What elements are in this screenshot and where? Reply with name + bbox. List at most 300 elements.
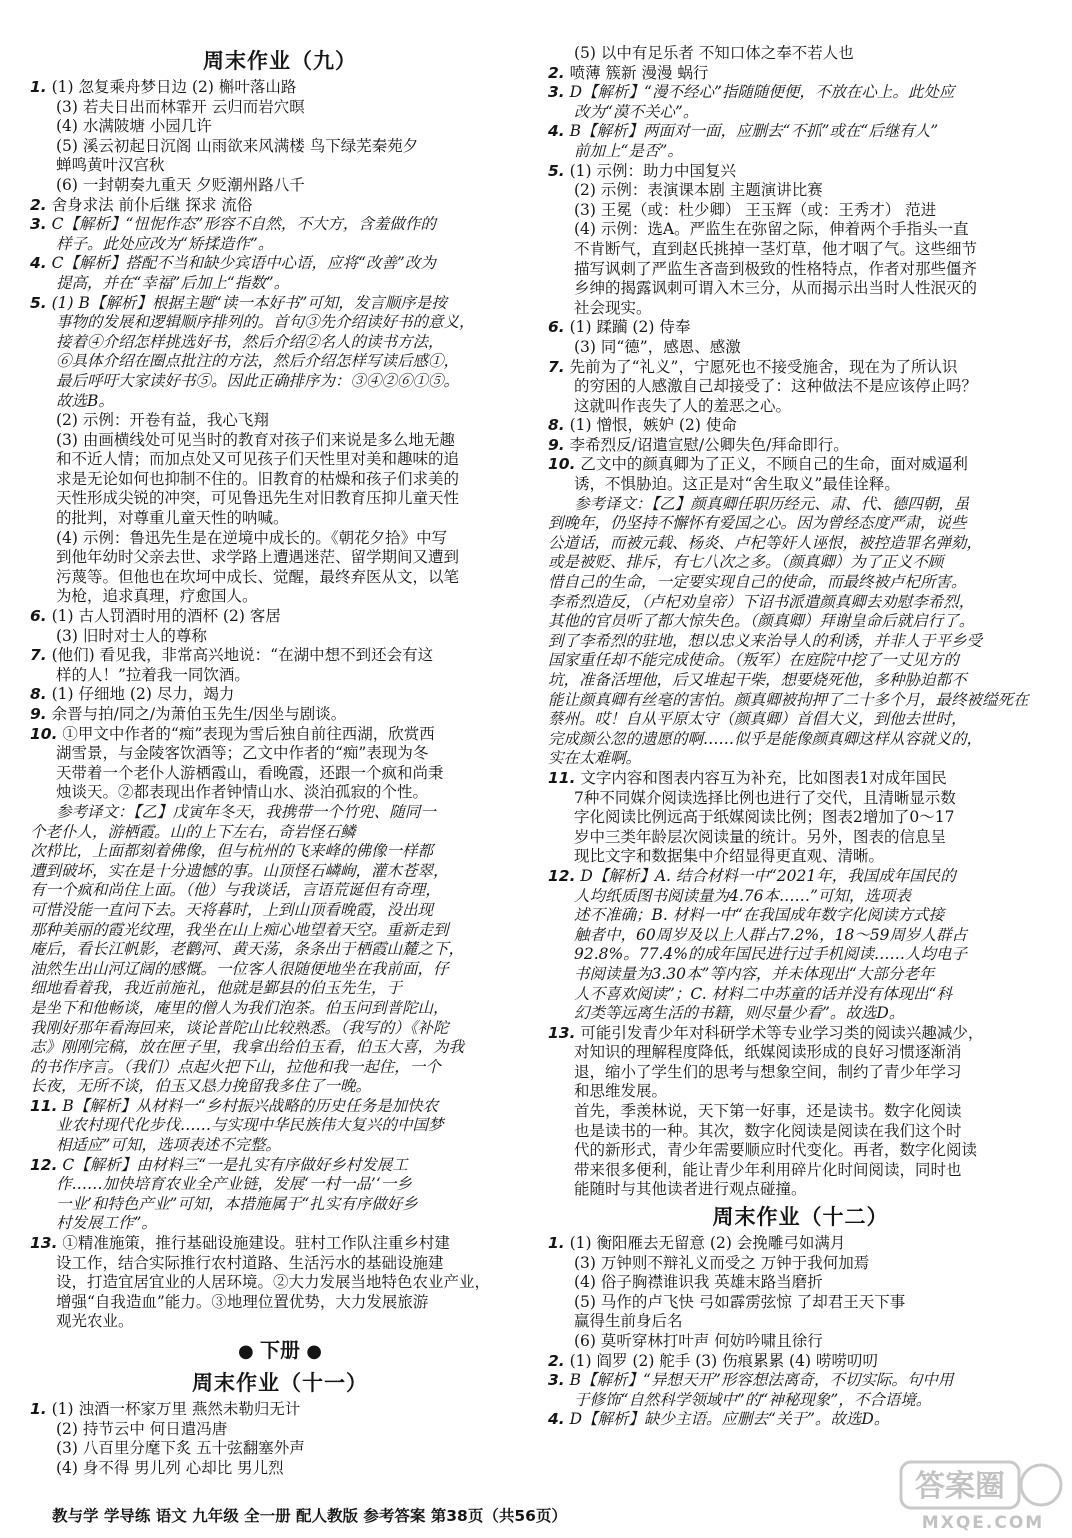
- question-number: 2.: [548, 1351, 565, 1370]
- answer-line: [548, 122, 1053, 142]
- section-title: 周末作业（九）: [203, 49, 357, 73]
- answer-line: [548, 44, 1053, 64]
- answer-line: [548, 769, 1053, 789]
- answer-text: 那种美丽的霞光纹理，我坐在山上痴心地望着天空。重新走到: [30, 920, 449, 939]
- answer-line: [548, 279, 1053, 299]
- answer-text: 烛谈天。②都表现出作者钟情山水、淡泊孤寂的个性。: [56, 783, 429, 802]
- answer-text: 可惜没能一直问下去。天将暮时，上到山顶看晚霞，没出现: [30, 900, 434, 919]
- answer-line: [30, 921, 530, 941]
- answer-text: B【解析】“异想天开”形容想法离奇，不切实际。句中用: [569, 1371, 954, 1390]
- answer-text: 样的人！”拉着我一同饮酒。: [56, 665, 250, 684]
- answer-line: [30, 215, 530, 235]
- answer-text: 舍身求法 前仆后继 探求 流俗: [51, 195, 253, 214]
- answer-line: [548, 220, 1053, 240]
- question-number: 9.: [30, 705, 47, 723]
- answer-text: 样子。此处应改为“矫揉造作”。: [56, 234, 274, 253]
- answer-line: [548, 1371, 1053, 1391]
- answer-text: (3) 同“德”，感恩、感激: [574, 337, 741, 356]
- question-number: 13.: [548, 1023, 576, 1042]
- question-number: 2.: [30, 195, 47, 214]
- answer-line: [30, 587, 530, 607]
- answer-text: (2) 示例：表演课本剧 主题演讲比赛: [574, 181, 823, 200]
- question-number: 8.: [548, 416, 565, 435]
- answer-line: [548, 1180, 1053, 1200]
- answer-line: [548, 553, 1053, 573]
- question-number: 3.: [30, 215, 47, 234]
- answer-line: [30, 764, 530, 784]
- answer-text: (1) 阎罗 (2) 舵手 (3) 伤痕累累 (4) 唠唠叨叨: [569, 1351, 878, 1370]
- answer-text: 首先，季羡林说，天下第一好事，还是读书。数字化阅读: [574, 1102, 962, 1121]
- answer-text: 个老仆人，游栖霞。山的上下左右，奇岩怪石鳞: [30, 822, 356, 841]
- answer-text: C【解析】由材料三“一是扎实有序做好乡村发展工: [62, 1155, 408, 1174]
- answer-line: [30, 1293, 530, 1313]
- answer-text: 故选B。: [56, 391, 114, 410]
- bullet-icon: ●: [238, 1341, 260, 1362]
- answer-line: [548, 1391, 1053, 1411]
- answer-text: D【解析】缺少主语。应删去“关于”。故选D。: [569, 1410, 890, 1429]
- answer-line: [30, 862, 530, 882]
- answer-text: 我刚好那年看海回来，谈论普陀山比较熟悉。（我写的）《补陀: [30, 1018, 449, 1037]
- answer-line: [548, 64, 1053, 84]
- answer-text: 最后呼吁大家读好书⑤。因此正确排序为：③④②⑥①⑤。: [56, 371, 460, 390]
- answer-line: [30, 1234, 530, 1254]
- question-number: 3.: [548, 1371, 565, 1390]
- answer-text: 长夜，无所不谈，伯玉又恳力挽留我多住了一晚。: [30, 1077, 372, 1096]
- answer-text: 遭到破坏，实在是十分遗憾的事。山顶怪石嶙峋，灌木苍翠，: [30, 861, 449, 880]
- answer-text: 7种不同媒介阅读选择比例也进行了交代，且清晰显示数: [574, 788, 956, 807]
- page-footer: 教与学 学导练 语文 九年级 全一册 配人教版 参考答案 第38页（共56页）: [52, 1507, 567, 1525]
- answer-line: [30, 1312, 530, 1332]
- answer-text: (2) 持节云中 何日遣冯唐: [56, 1419, 228, 1438]
- answer-text: 文字内容和图表内容互为补充，比如图表1对成年国民: [580, 768, 947, 787]
- answer-line: [30, 705, 530, 725]
- question-number: 7.: [548, 357, 565, 376]
- question-number: 3.: [548, 83, 565, 102]
- answer-text: 改为“漠不关心”。: [574, 102, 699, 121]
- answer-line: [548, 593, 1053, 613]
- answer-text: 或是被贬、排斥，有七八次之多。（颜真卿）为了正义不顾: [548, 553, 944, 572]
- question-number: 11.: [30, 1096, 58, 1115]
- answer-line: [548, 1082, 1053, 1102]
- answer-text: 提高，并在“幸福”后加上“指数”。: [56, 273, 290, 292]
- answer-line: [548, 1161, 1053, 1181]
- answer-line: [30, 1459, 530, 1479]
- answer-text: 实在太难啊。: [548, 749, 642, 768]
- answer-text: 观光农业。: [56, 1312, 134, 1331]
- answer-line: [548, 162, 1053, 182]
- answer-line: [30, 881, 530, 901]
- answer-text: 设工作，结合实际推行农村道路、生活污水的基础设施建: [56, 1253, 444, 1272]
- answer-line: [548, 495, 1053, 515]
- answer-text: 天性形成尖锐的冲突，可见鲁迅先生对旧教育压抑儿童天性: [56, 489, 460, 508]
- answer-text: 和思维发展。: [574, 1082, 668, 1101]
- answer-line: [30, 196, 530, 216]
- answer-line: [30, 1019, 530, 1039]
- answer-text: (1) 浊酒一杯家万里 燕然未勒归无计: [51, 1400, 301, 1418]
- answer-text: 幻类等远离生活的书籍，则尽量少看”。故选D。: [574, 1004, 905, 1023]
- answer-line: [548, 926, 1053, 946]
- answer-line: [30, 489, 530, 509]
- answer-text: (6) 莫听穿林打叶声 何妨吟啸且徐行: [574, 1332, 823, 1350]
- answer-text: (1) 衡阳雁去无留意 (2) 会挽雕弓如满月: [569, 1234, 846, 1253]
- answer-line: [30, 98, 530, 118]
- question-number: 5.: [30, 293, 47, 312]
- watermark-subtext: MXQE.COM: [921, 1513, 1045, 1533]
- answer-line: [548, 181, 1053, 201]
- answer-text: 次栉比，上面都刻着佛像，但与杭州的飞来峰的佛像一样都: [30, 842, 434, 861]
- answer-text: 的穷困的人感激自己却接受了：这种做法不是应该停止吗？: [574, 377, 978, 396]
- answer-text: ⑥具体介绍在圈点批注的方法，然后介绍怎样写读后感①，: [56, 352, 460, 371]
- answer-text: 接着④介绍怎样挑选好书，然后介绍②名人的读书方法，: [56, 332, 444, 351]
- answer-text: (4) 示例：鲁迅先生是在逆境中成长的。《朝花夕拾》中写: [56, 528, 448, 547]
- answer-text: 细地看着我，我近前施礼，他就是鄞县的伯玉先生，于: [30, 979, 403, 998]
- volume-heading: [30, 1336, 530, 1366]
- answer-text: 可能引发青少年对科研学术等专业学习类的阅读兴趣减少，: [580, 1023, 984, 1042]
- answer-text: 赢得生前身后名: [574, 1312, 683, 1331]
- answer-line: [30, 842, 530, 862]
- question-number: 13.: [30, 1234, 58, 1253]
- answer-text: 于修饰“自然科学领域中”的“神秘现象”，不合语境。: [574, 1390, 932, 1409]
- answer-text: (他们) 看见我，非常高兴地说：“在湖中想不到还会有这: [51, 646, 434, 665]
- answer-line: [548, 358, 1053, 378]
- answer-line: [30, 823, 530, 843]
- answer-text: 李希烈造反，（卢杞劝皇帝）下诏书派遣颜真卿去劝慰李希烈，: [548, 592, 975, 611]
- answer-text: 相适应”可知，选项表述不完整。: [56, 1136, 281, 1155]
- answer-text: 事物的发展和逻辑顺序排列的。首句③先介绍读好书的意义，: [56, 313, 475, 332]
- answer-line: [548, 455, 1053, 475]
- answer-text: (1) 忽复乘舟梦日边 (2) 槲叶落山路: [51, 78, 297, 96]
- answer-line: [30, 372, 530, 392]
- answer-line: [30, 313, 530, 333]
- answer-text: (5) 以中有足乐者 不知口体之奉不若人也: [574, 44, 854, 62]
- answer-line: [548, 828, 1053, 848]
- answer-text: 是坐下和他畅谈，庵里的僧人为我们泡茶。伯玉问到普陀山，: [30, 998, 449, 1017]
- answer-line: [548, 612, 1053, 632]
- answer-text: 蔡州。哎！自从平原太守（颜真卿）首倡大义，到他去世时，: [548, 710, 967, 729]
- answer-line: [548, 475, 1053, 495]
- answer-line: [30, 607, 530, 627]
- watermark-icon: [895, 1458, 1065, 1534]
- answer-line: [30, 685, 530, 705]
- answer-line: [30, 1254, 530, 1274]
- answer-text: 公道话，而被元载、杨炎、卢杞等奸人诬恨，被控造罪名弹劾，: [548, 533, 983, 552]
- answer-line: [548, 671, 1053, 691]
- answer-line: [548, 1122, 1053, 1142]
- answer-text: 业农村现代化步伐……与实现中华民族伟大复兴的中国梦: [56, 1116, 444, 1135]
- watermark-text: 答案圈: [915, 1469, 1005, 1504]
- question-number: 11.: [548, 768, 576, 787]
- answer-line: [548, 83, 1053, 103]
- answer-line: [548, 1141, 1053, 1161]
- answer-line: [548, 299, 1053, 319]
- question-number: 6.: [30, 607, 47, 626]
- answer-text: 描写讽刺了严监生吝啬到极致的性格特点，作者对那些僵齐: [574, 259, 978, 278]
- answer-text: 也是读书的一种。其次，数字化阅读是阅读在我们这个时: [574, 1121, 962, 1140]
- answer-text: 92.8%。77.4%的成年国民进行过手机阅读……人均电子: [574, 945, 967, 964]
- question-number: 2.: [548, 63, 565, 82]
- answer-text: (4) 身不得 男儿列 心却比 男儿烈: [56, 1458, 284, 1477]
- volume-label: 下册: [260, 1338, 300, 1362]
- answer-text: 触者中，60周岁及以上人群占7.2%，18～59周岁人群占: [574, 925, 968, 944]
- question-number: 10.: [30, 724, 58, 743]
- question-number: 4.: [30, 254, 47, 273]
- answer-text: 对知识的理解程度降低，纸媒阅读形成的良好习惯逐渐消: [574, 1043, 962, 1062]
- answer-text: 和不近人情；而加点处又可见孩子们天性里对美和趣味的追: [56, 450, 460, 469]
- answer-text: (3) 旧时对士人的尊称: [56, 626, 207, 645]
- answer-text: 为枪，追求真理，疗愈国人。: [56, 587, 258, 606]
- answer-text: (4) 水满陂塘 小园几许: [56, 117, 212, 136]
- answer-text: 作……加快培育农业全产业链，发展‘一村一品’‘一乡: [56, 1175, 412, 1194]
- answer-line: [30, 1038, 530, 1058]
- answer-line: [30, 1156, 530, 1176]
- question-number: 4.: [548, 122, 565, 141]
- answer-line: [548, 142, 1053, 162]
- answer-text: (1) 仔细地 (2) 尽力，竭力: [51, 685, 235, 704]
- answer-text: 其他的官员听了都大惊失色。（颜真卿）拜谢皇命后就启行了。: [548, 612, 975, 631]
- answer-line: [548, 1254, 1053, 1274]
- answer-line: [30, 940, 530, 960]
- answer-text: (1) B【解析】根据主题“读一本好书”可知，发言顺序是按: [51, 293, 447, 312]
- answer-line: [30, 470, 530, 490]
- answer-line: [548, 847, 1053, 867]
- answer-text: 一业’和特色产业”可知，本措施属于“扎实有序做好乡: [56, 1194, 418, 1213]
- answer-line: [548, 789, 1053, 809]
- answer-line: [30, 254, 530, 274]
- answer-text: (6) 一封朝奏九重天 夕贬潮州路八千: [56, 175, 305, 194]
- answer-line: [30, 137, 530, 157]
- answer-text: 能随时与其他读者进行观点碰撞。: [574, 1180, 807, 1199]
- answer-line: [548, 514, 1053, 534]
- answer-line: [30, 568, 530, 588]
- answer-line: [548, 103, 1053, 123]
- answer-line: [30, 411, 530, 431]
- answer-text: 不肯断气，直到赵氏挑掉一茎灯草，他才咽了气。这些细节: [574, 239, 978, 258]
- answer-text: 庵后，看长江帆影，老鹳河、黄天荡，条条出于栖霞山麓之下，: [30, 940, 465, 959]
- answer-text: (3) 万钟则不辩礼义而受之 万钟于我何加焉: [574, 1253, 870, 1272]
- answer-text: 岁中三类年龄层次阅读量的统计。另外，图表的信息呈: [574, 827, 947, 846]
- answer-text: 村发展工作”。: [56, 1214, 157, 1233]
- answer-line: [548, 945, 1053, 965]
- answer-text: (3) 八百里分麾下炙 五十弦翻塞外声: [56, 1439, 305, 1458]
- answer-text: 代的新形式，青少年需要顺应时代变化。再者，数字化阅读: [574, 1141, 978, 1160]
- answer-line: [30, 450, 530, 470]
- answer-line: [548, 201, 1053, 221]
- answer-line: [30, 666, 530, 686]
- answer-line: [548, 1352, 1053, 1372]
- question-number: 12.: [548, 866, 576, 885]
- section-title: 周末作业（十二）: [712, 1205, 889, 1230]
- answer-line: [30, 1439, 530, 1459]
- section-title: 周末作业（十一）: [192, 1371, 368, 1395]
- answer-line: [30, 1136, 530, 1156]
- answer-text: 人不喜欢阅读”；C. 材料二中苏童的话并没有体现出“科: [574, 984, 953, 1003]
- answer-text: 带来很多便利，能让青少年利用碎片化时间阅读，同时也: [574, 1160, 962, 1179]
- answer-text: (1) 蹂躏 (2) 侍奉: [569, 318, 691, 337]
- answer-line: [548, 1234, 1053, 1254]
- answer-text: (2) 示例：开卷有益，我心飞翔: [56, 411, 269, 430]
- answer-line: [30, 352, 530, 372]
- answer-line: [548, 1004, 1053, 1024]
- question-number: 5.: [548, 161, 565, 180]
- answer-line: [548, 416, 1053, 436]
- answer-line: [30, 901, 530, 921]
- answer-line: [30, 1097, 530, 1117]
- answer-line: [30, 294, 530, 314]
- bullet-icon: ●: [300, 1341, 322, 1362]
- answer-text: (4) 俗子胸襟谁识我 英雄末路当磨折: [574, 1273, 823, 1292]
- answer-text: 现比文字和数据集中介绍显得更直观、清晰。: [574, 847, 885, 866]
- answer-text: (4) 示例：选A。严监生在弥留之际，伸着两个手指头一直: [574, 220, 969, 239]
- answer-text: 乙文中的颜真卿为了正义，不顾自己的生命，面对威逼利: [580, 455, 968, 474]
- answer-line: [548, 1332, 1053, 1352]
- answer-line: [30, 1214, 530, 1234]
- answer-text: 前加上“是否”。: [574, 141, 683, 160]
- answer-text: 余晋与拍/同之/为萧伯玉先生/因坐与剧谈。: [51, 705, 347, 723]
- answer-text: 字化阅读比例远高于纸媒阅读比例；图表2增加了0～17: [574, 808, 955, 827]
- answer-line: [548, 867, 1053, 887]
- answer-text: (5) 马作的卢飞快 弓如霹雳弦惊 了却君王天下事: [574, 1292, 906, 1311]
- answer-line: [30, 117, 530, 137]
- answer-text: C【解析】搭配不当和缺少宾语中心语，应将“改善”改为: [51, 254, 436, 273]
- answer-line: [548, 436, 1053, 456]
- answer-line: [548, 573, 1053, 593]
- answer-line: [548, 887, 1053, 907]
- answer-line: [30, 548, 530, 568]
- answer-text: 求是无论如何也抑制不住的。旧教育的枯燥和孩子们求美的: [56, 469, 460, 488]
- answer-line: [30, 744, 530, 764]
- answer-line: [548, 397, 1053, 417]
- answer-text: B【解析】从材料一“乡村振兴战略的历史任务是加快农: [62, 1096, 439, 1115]
- answer-line: [548, 1063, 1053, 1083]
- answer-text: ①精准施策，推行基础设施建设。驻村工作队注重乡村建: [62, 1234, 450, 1253]
- answer-line: [30, 646, 530, 666]
- answer-text: 先前为了“礼义”，宁愿死也不接受施舍，现在为了所认识: [569, 357, 958, 376]
- answer-line: [548, 985, 1053, 1005]
- answer-text: 湖雪景，与金陵客饮酒等；乙文中作者的“痴”表现为冬: [56, 744, 429, 763]
- answer-line: [548, 1102, 1053, 1122]
- answer-text: 完成颜公忽的遗愿的啊……似乎是能像颜真卿这样从容就义的，: [548, 729, 983, 748]
- answer-line: [30, 960, 530, 980]
- answer-line: [30, 509, 530, 529]
- answer-text: 人均纸质图书阅读量为4.76本……”可知，选项表: [574, 886, 911, 905]
- question-number: 9.: [548, 435, 565, 454]
- answer-line: [30, 1077, 530, 1097]
- answer-text: 到了李希烈的驻地，想以忠义来治导人的利诱，并非人于平乡受: [548, 631, 983, 650]
- answer-line: [30, 803, 530, 823]
- answer-line: [548, 632, 1053, 652]
- answer-line: [548, 377, 1053, 397]
- answer-text: 到他年幼时父亲去世、求学路上遭遇迷茫、留学期间又遭到: [56, 548, 460, 567]
- answer-text: 油然生出山河辽阔的感慨。一位客人很随便地坐在我前面，仔: [30, 959, 449, 978]
- answer-line: [548, 1293, 1053, 1313]
- answer-line: [30, 979, 530, 999]
- left-column: [30, 44, 530, 1478]
- answer-text: C【解析】“忸怩作态”形容不自然，不大方，含羞做作的: [51, 215, 436, 234]
- answer-line: [30, 392, 530, 412]
- answer-text: 有一个疯和尚住上面。（他）与我谈话，言语荒诞但有奇理，: [30, 881, 441, 900]
- answer-line: [548, 651, 1053, 671]
- answer-line: [30, 529, 530, 549]
- answer-text: (1) 憎恨，嫉妒 (2) 使命: [569, 416, 737, 435]
- answer-text: D【解析】A. 结合材料一中“2021年，我国成年国民的: [580, 866, 956, 885]
- answer-line: [30, 431, 530, 451]
- answer-line: [30, 627, 530, 647]
- answer-text: (5) 溪云初起日沉阁 山雨欲来风满楼 鸟下绿芜秦苑夕: [56, 136, 419, 155]
- answer-text: B【解析】两面对一面，应删去“不抓”或在“后继有人”: [569, 122, 939, 141]
- answer-text: (1) 古人罚酒时用的酒杯 (2) 客居: [51, 607, 281, 626]
- answer-text: 志》刚刚完稿，放在匣子里，我拿出给伯玉看，伯玉大喜，为我: [30, 1038, 465, 1057]
- answer-text: 参考译文：【乙】颜真卿任职历经元、肃、代、德四朝，虽: [574, 494, 970, 513]
- answer-text: 的书作序言。（我们）点起火把下山，拉他和我一起住，一个: [30, 1057, 441, 1076]
- question-number: 1.: [30, 78, 47, 96]
- answer-line: [30, 1058, 530, 1078]
- answer-line: [548, 730, 1053, 750]
- answer-line: [30, 176, 530, 196]
- answer-line: [548, 1410, 1053, 1430]
- answer-text: ①甲文中作者的“痴”表现为雪后独自前往西湖，欣赏西: [62, 724, 435, 743]
- answer-line: [548, 691, 1053, 711]
- answer-text: 污蔑等。但他也在坎坷中成长、觉醒，最终弃医从文，以笔: [56, 567, 460, 586]
- answer-line: [30, 783, 530, 803]
- answer-text: 喷薄 簇新 漫漫 蜗行: [569, 63, 709, 82]
- answer-text: 李希烈反/诏遣宣慰/公卿失色/拜命即行。: [569, 435, 849, 454]
- question-number: 6.: [548, 318, 565, 337]
- answer-text: 诱，不惧胁迫。这正是对“舍生取义”最佳诠释。: [574, 475, 900, 494]
- answer-text: (3) 王冕（或：杜少卿） 王玉辉（或：王秀才） 范进: [574, 200, 937, 219]
- answer-line: [548, 710, 1053, 730]
- answer-line: [30, 725, 530, 745]
- answer-line: [30, 1175, 530, 1195]
- question-number: 1.: [548, 1234, 565, 1253]
- answer-text: 退，缩小了学生们的思考与想象空间，制约了青少年学习: [574, 1062, 962, 1081]
- answer-line: [548, 318, 1053, 338]
- answer-line: [30, 78, 530, 98]
- answer-text: 的批判，对尊重儿童天性的呐喊。: [56, 509, 289, 528]
- answer-line: [30, 1400, 530, 1420]
- answer-text: 惜自己的生命，一定要实现自己的使命，而最终被卢杞所害。: [548, 573, 967, 592]
- answer-text: (3) 由画横线处可见当时的教育对孩子们来说是多么地无趣: [56, 430, 455, 449]
- question-number: 8.: [30, 685, 47, 704]
- answer-line: [30, 156, 530, 176]
- answer-text: 国家重任却不能完成使命。（叛军）在庭院中挖了一丈见方的: [548, 651, 959, 670]
- answer-line: [548, 1024, 1053, 1044]
- answer-line: [548, 1273, 1053, 1293]
- answer-line: [30, 1273, 530, 1293]
- answer-line: [30, 1116, 530, 1136]
- answer-line: [548, 260, 1053, 280]
- answer-text: 能让颜真卿有丝毫的害怕。颜真卿被拘押了二十多个月，最终被缢死在: [548, 690, 1029, 709]
- answer-text: 乡绅的揭露讽刺可谓入木三分，从而揭示出当时人性泯灭的: [574, 279, 978, 298]
- question-number: 10.: [548, 455, 576, 474]
- right-column: [548, 44, 1053, 1430]
- answer-line: [30, 235, 530, 255]
- answer-text: 增强“自我造血”能力。③地理位置优势，大力发展旅游: [56, 1292, 429, 1311]
- answer-line: [30, 999, 530, 1019]
- answer-text: (1) 示例：助力中国复兴: [569, 161, 737, 180]
- answer-line: [30, 274, 530, 294]
- answer-line: [548, 338, 1053, 358]
- answer-text: 述不准确；B. 材料一中“在我国成年数字化阅读方式接: [574, 906, 945, 925]
- answer-line: [548, 906, 1053, 926]
- answer-text: 蝉鸣黄叶汉宫秋: [56, 156, 165, 175]
- answer-line: [548, 1043, 1053, 1063]
- answer-line: [548, 965, 1053, 985]
- question-number: 1.: [30, 1400, 47, 1418]
- answer-line: [30, 333, 530, 353]
- answer-text: 参考译文：【乙】戊寅年冬天，我携带一个竹兜、随同一: [56, 802, 436, 821]
- question-number: 12.: [30, 1155, 58, 1174]
- answer-line: [548, 808, 1053, 828]
